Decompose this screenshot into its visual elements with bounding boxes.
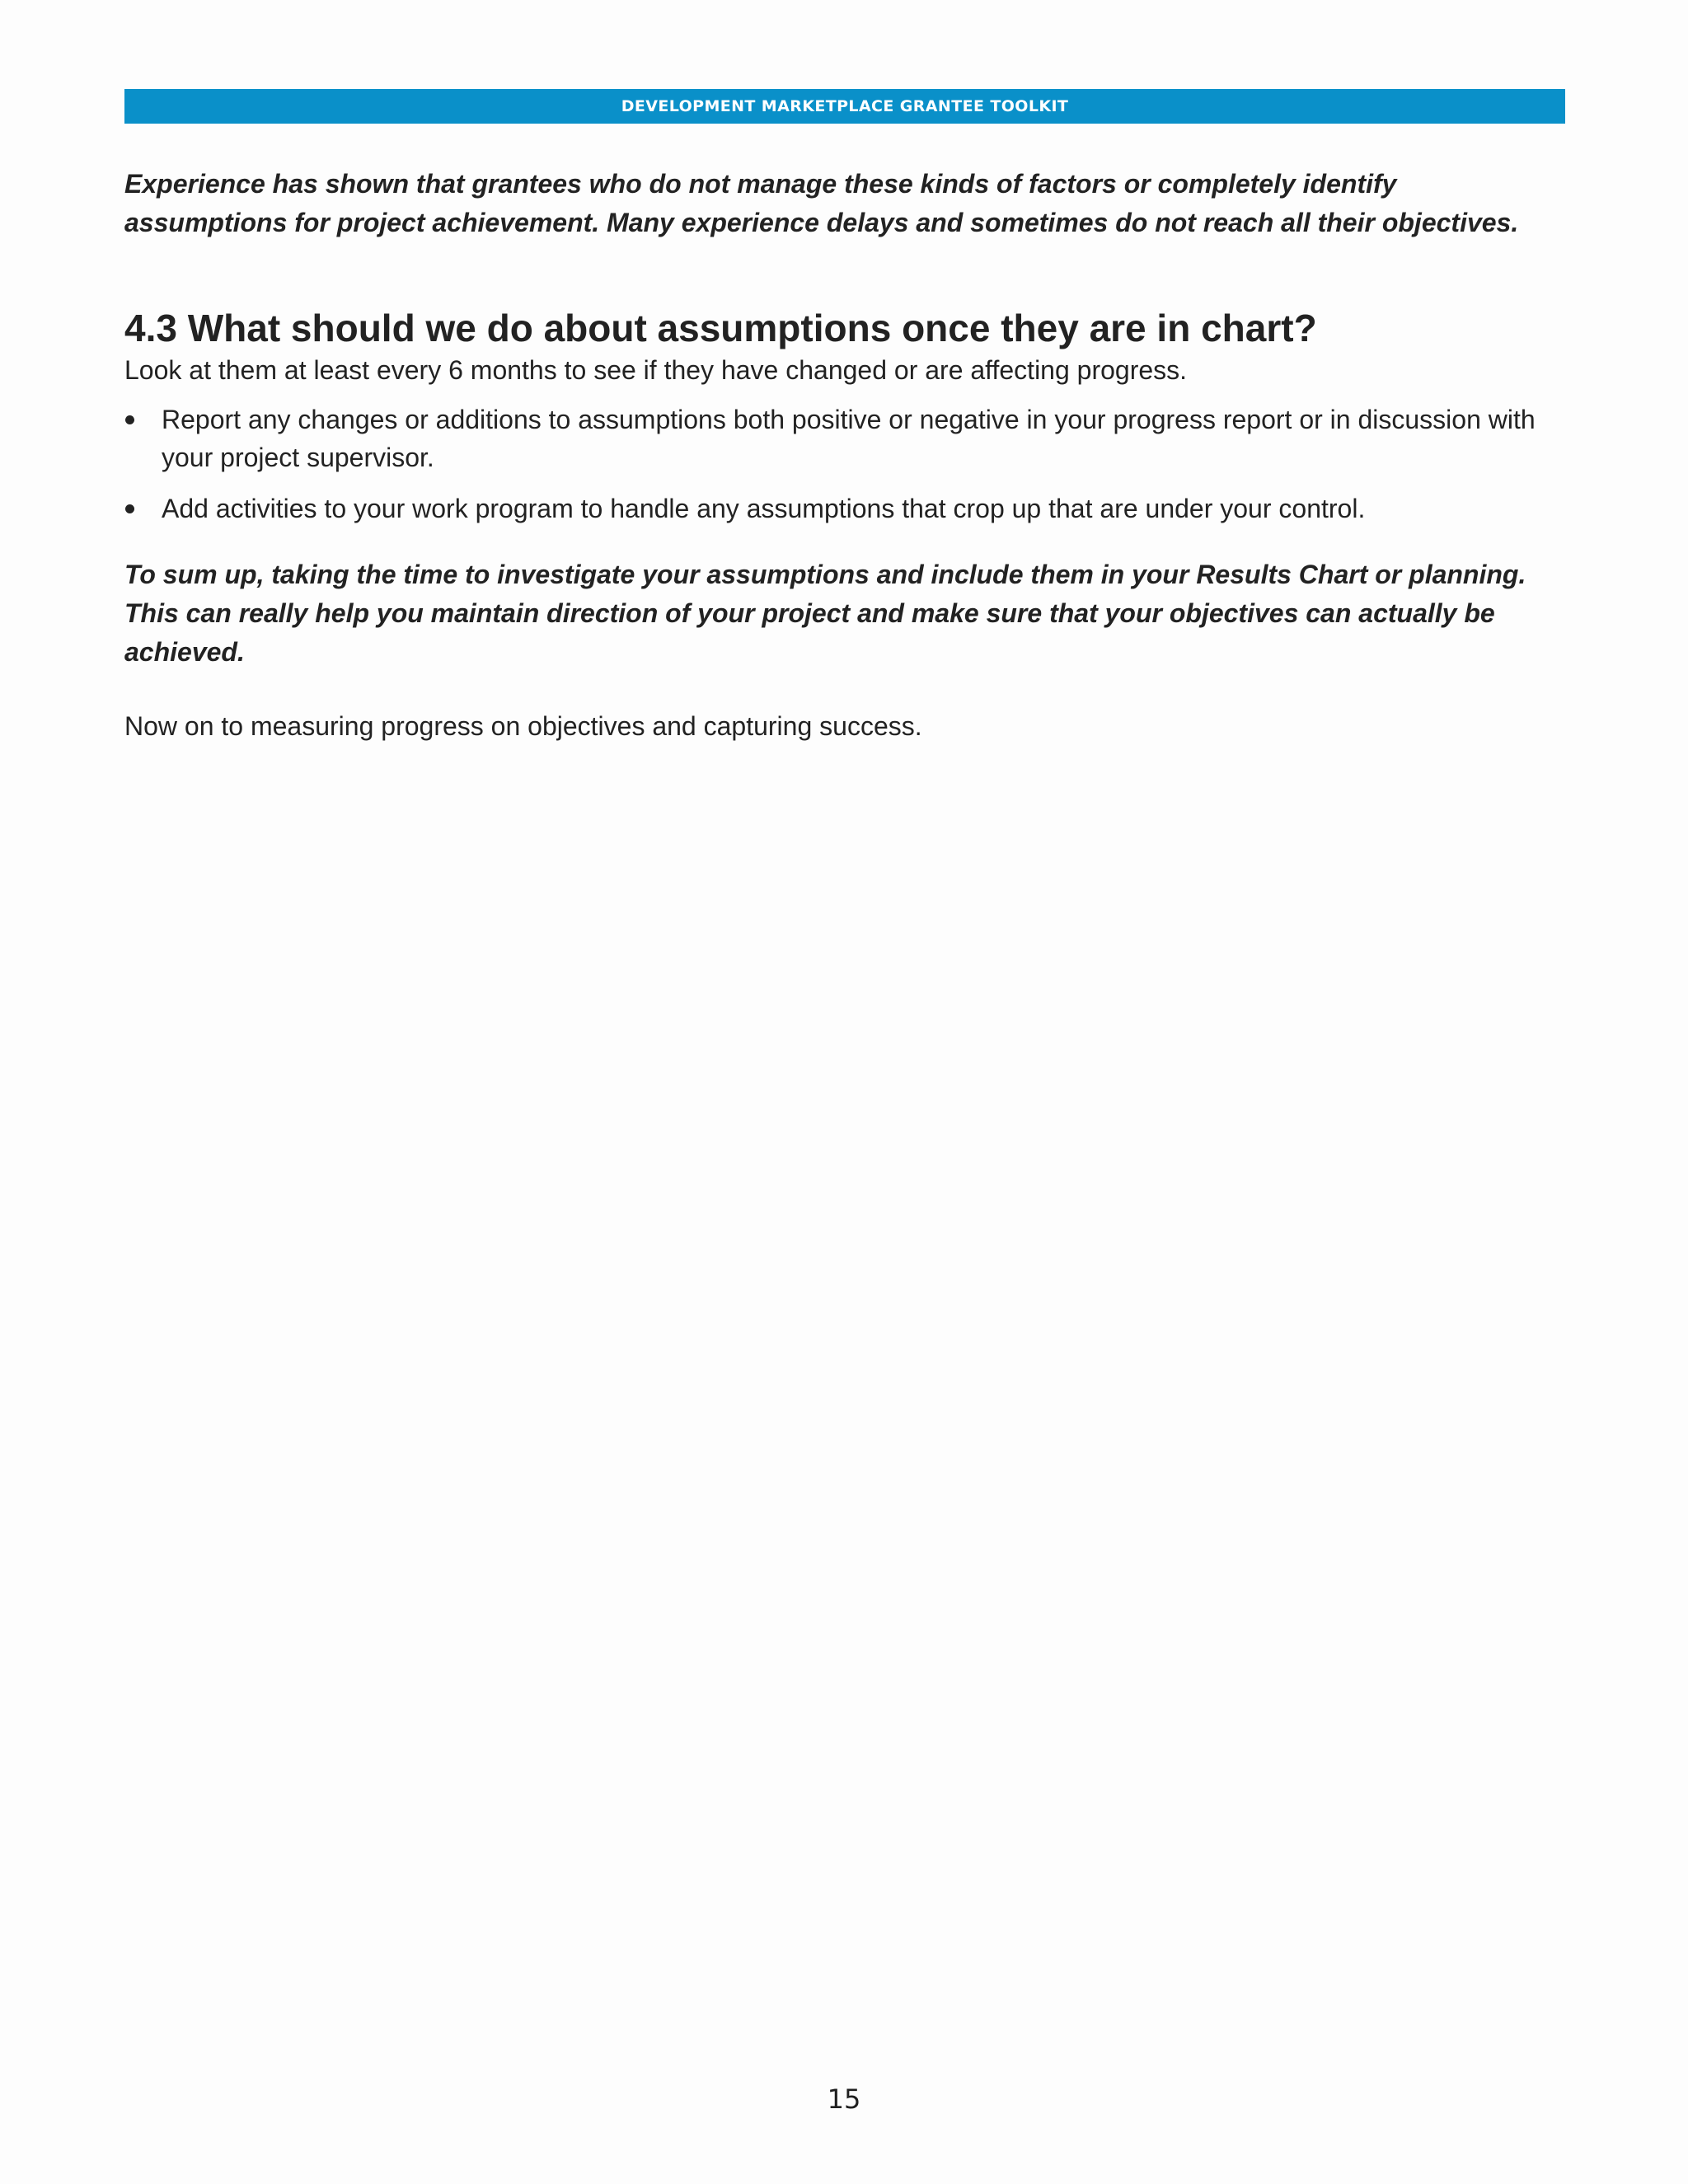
bullet-list xyxy=(124,401,1565,527)
intro-paragraph: Experience has shown that grantees who do not manage these kinds of factors or completely identify assumptions for project achievement. Many experience delays and sometimes do not reach all their objectives. xyxy=(124,169,1519,237)
bullet-item xyxy=(124,401,1565,476)
page-number: 15 xyxy=(827,2083,861,2115)
closing-paragraph: Now on to measuring progress on objectives and capturing success. xyxy=(124,711,922,741)
page-content xyxy=(124,165,1565,745)
section-lead-paragraph: Look at them at least every 6 months to see if they have changed or are affecting progress. xyxy=(124,355,1188,385)
bullet-text: Report any changes or additions to assumptions both positive or negative in your progress report or in discussion with your project supervisor. xyxy=(162,405,1536,472)
header-banner xyxy=(124,89,1565,124)
bullet-item xyxy=(124,490,1565,527)
summary-paragraph: To sum up, taking the time to investigate your assumptions and include them in your Results Chart or planning. This can really help you maintain direction of your project and make sure that your objectives can actually be achieved. xyxy=(124,560,1526,667)
header-title: DEVELOPMENT MARKETPLACE GRANTEE TOOLKIT xyxy=(621,97,1069,115)
bullet-icon xyxy=(125,415,134,424)
bullet-text: Add activities to your work program to handle any assumptions that crop up that are under your control. xyxy=(162,494,1366,523)
bullet-icon xyxy=(125,504,134,513)
section-heading: 4.3 What should we do about assumptions once they are in chart? xyxy=(124,307,1317,349)
